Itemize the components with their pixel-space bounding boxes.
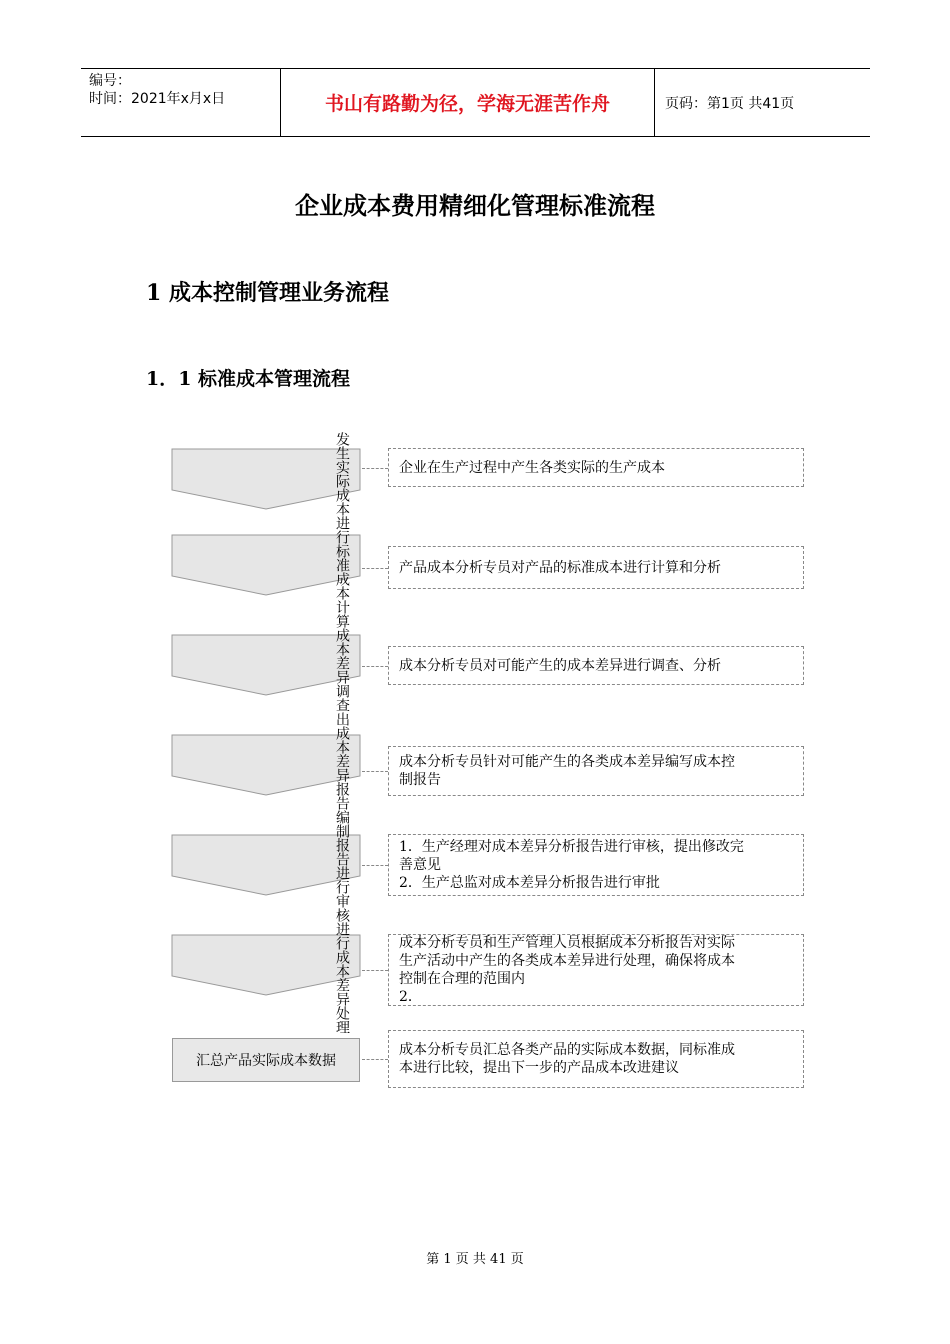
header-motto: 书山有路勤为径，学海无涯苦作舟 [281, 69, 655, 136]
flow-connector [362, 666, 388, 667]
flow-description-box [388, 1030, 804, 1088]
flow-description-line: 本进行比较，提出下一步的产品成本改进建议 [399, 1060, 679, 1076]
subsection-heading: 1．1 标准成本管理流程 [146, 368, 351, 390]
flow-description-line: 制报告 [399, 772, 441, 788]
flow-description-line: 2．生产总监对成本差异分析报告进行审批 [399, 875, 660, 891]
flow-description-line: 善意见 [399, 857, 441, 873]
flow-description-box [388, 834, 804, 896]
flow-description-box [388, 746, 804, 796]
flow-connector [362, 468, 388, 469]
header-meta [81, 69, 281, 136]
flow-description-line: 2． [399, 989, 422, 1005]
flow-connector [362, 1059, 388, 1060]
flow-description-line: 控制在合理的范围内 [399, 971, 525, 987]
section-heading: 1 成本控制管理业务流程 [146, 280, 389, 306]
flow-connector [362, 771, 388, 772]
page-header [81, 68, 870, 137]
flow-description-line: 成本分析专员汇总各类产品的实际成本数据，同标准成 [399, 1042, 735, 1058]
flow-description-box [388, 448, 804, 487]
flow-description-box [388, 546, 804, 589]
flow-description-box [388, 646, 804, 685]
flow-description-line: 企业在生产过程中产生各类实际的生产成本 [399, 459, 665, 476]
time-label: 时间：2021年x月x日 [89, 91, 226, 107]
flow-description-line: 成本分析专员和生产管理人员根据成本分析报告对实际 [399, 935, 735, 951]
flow-description-box [388, 934, 804, 1006]
flow-connector [362, 568, 388, 569]
flow-connector [362, 865, 388, 866]
flow-connector [362, 970, 388, 971]
flow-description-line: 成本分析专员对可能产生的成本差异进行调查、分析 [399, 657, 721, 674]
flow-step-labels: 发生实际成本进行标准成本计算成本差异调查出成本差异报告编制报告进行审核进行成本差异处理 [334, 432, 350, 1034]
number-label: 编号： [89, 73, 131, 89]
document-title: 企业成本费用精细化管理标准流程 [295, 191, 655, 220]
header-page-label: 页码：第1页 共41页 [665, 95, 795, 112]
flow-description-line: 生产活动中产生的各类成本差异进行处理，确保将成本 [399, 953, 735, 969]
flow-description-line: 成本分析专员针对可能产生的各类成本差异编写成本控 [399, 754, 735, 770]
flow-description-line: 1．生产经理对成本差异分析报告进行审核，提出修改完 [399, 839, 744, 855]
page-footer: 第 1 页 共 41 页 [426, 1252, 524, 1267]
flow-description-line: 产品成本分析专员对产品的标准成本进行计算和分析 [399, 559, 721, 576]
flow-step-last: 汇总产品实际成本数据 [172, 1038, 360, 1082]
